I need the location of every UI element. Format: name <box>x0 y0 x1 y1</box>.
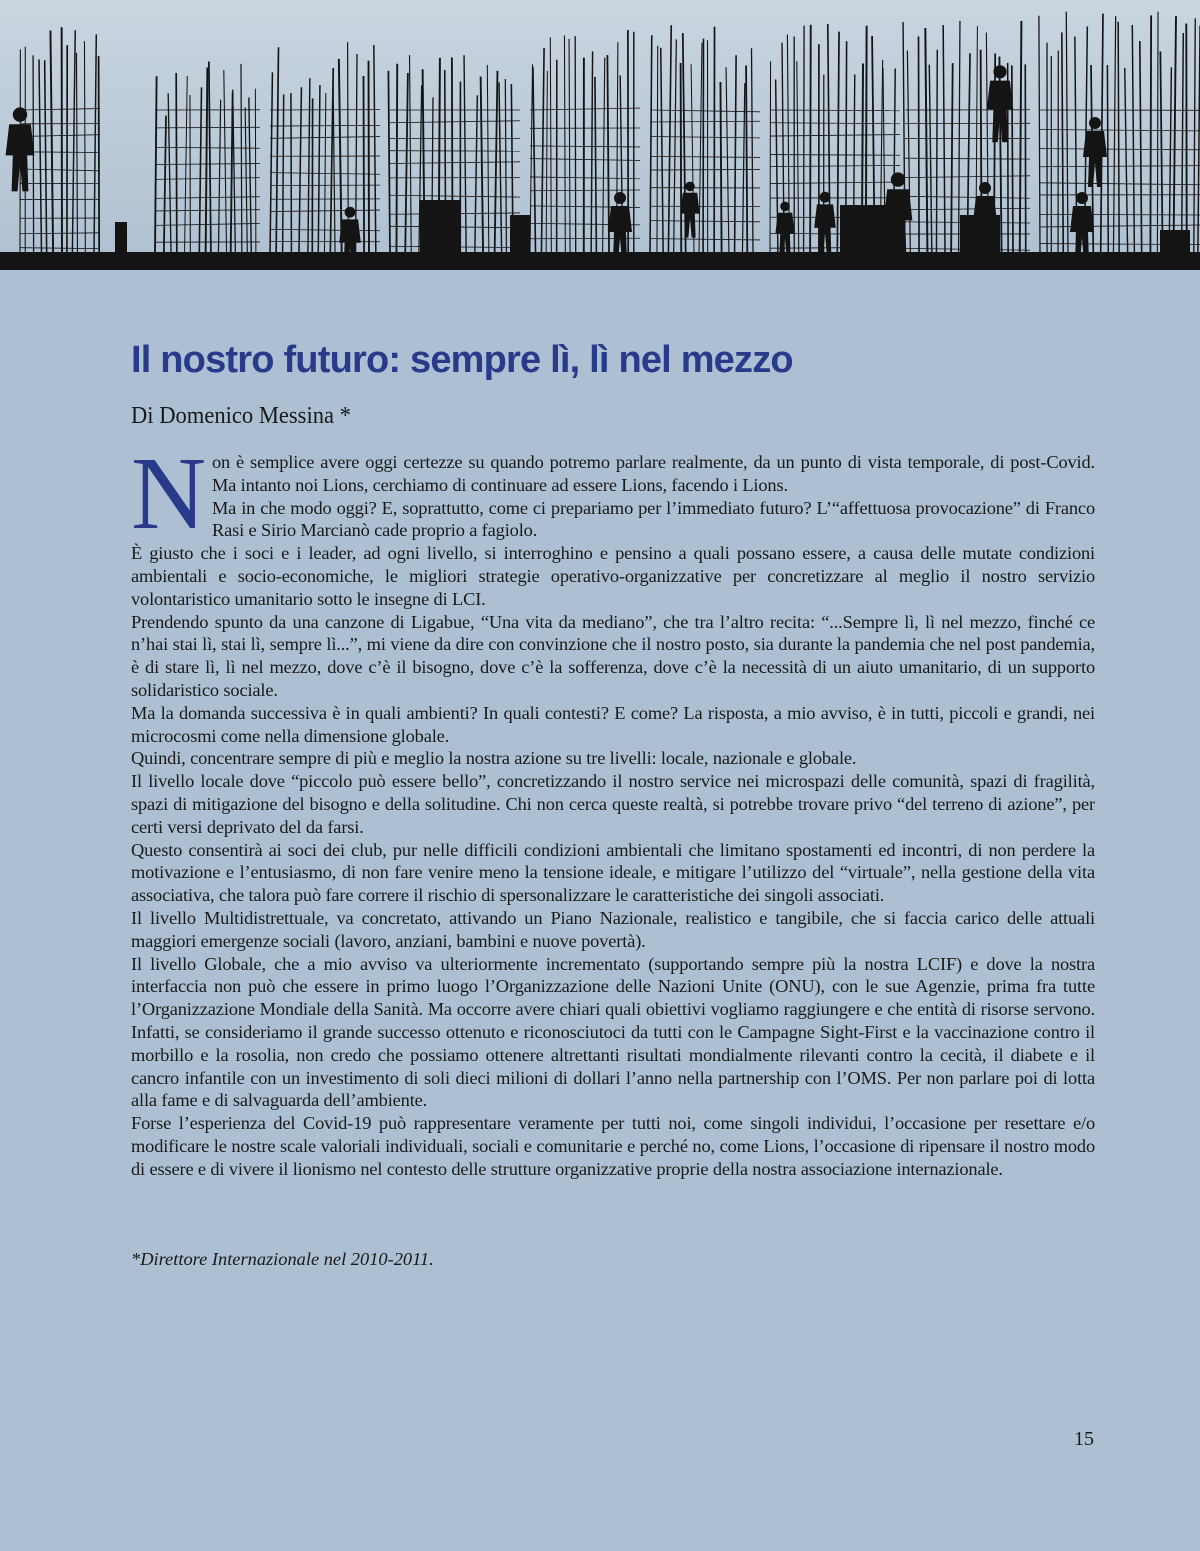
paragraph: Ma in che modo oggi? E, soprattutto, come ci prepariamo per l’immediato futuro? L’“affettuosa provocazione” di Franco Rasi e Sirio Marcianò cade proprio a fagiolo. <box>211 497 1095 541</box>
paragraph: Prendendo spunto da una canzone di Ligabue, “Una vita da mediano”, che tra l’altro recita: “...Sempre lì, lì nel mezzo, finché ce n’hai stai lì, stai lì, sempre lì...”, mi viene da dire con convinzione che il nostro posto, sia durante la pandemia che nel post pandemia, è di stare lì, lì nel mezzo, dove c’è il bisogno, dove c’è la sofferenza, dove c’è la necessità di un aiuto umanitario, di un supporto solidaristico sociale. <box>131 611 1095 700</box>
drop-cap: N <box>131 436 206 551</box>
paragraph: Il livello Globale, che a mio avviso va ulteriormente incrementato (supportando sempre più la nostra LCIF) e dove la nostra interfaccia non può che essere in primo luogo l’Organizzazione delle Nazioni Unite (ONU), con le sue Agenzie, prima fra tutte l’Organizzazione Mondiale della Sanità. Ma occorre avere chiari quali obiettivi vogliamo raggiungere e che entità di risorse servono. Infatti, se consideriamo il grande successo ottenuto e riconosciutoci da tutti con le Campagne Sight-First e la vaccinazione contro il morbillo e la rosolia, non credo che possiamo ottenere altrettanti risultati mondialmente rilevanti contro la cecità, il diabete e il cancro infantile con un investimento di soli dieci milioni di dollari l’anno nella partnership con l’OMS. Per non parlare poi di lotta alla fame e di salvaguarda dell’ambiente. <box>131 953 1095 1111</box>
paragraph: Ma la domanda successiva è in quali ambienti? In quali contesti? E come? La risposta, a mio avviso, è in tutti, piccoli e grandi, nei microcosmi come nella dimensione globale. <box>131 702 1095 746</box>
paragraph: È giusto che i soci e i leader, ad ogni livello, si interroghino e pensino a quali possano essere, a causa delle mutate condizioni ambientali e socio-economiche, le migliori strategie operativo-organizzative per concretizzare al meglio il nostro servizio volontaristico umanitario sotto le insegne di LCI. <box>131 543 1095 609</box>
page-number: 15 <box>1074 1428 1094 1450</box>
paragraph: Il livello Multidistrettuale, va concretato, attivando un Piano Nazionale, realistico e tangibile, che si faccia carico delle attuali maggiori emergenze sociali (lavoro, anziani, bambini e nuove povertà). <box>131 907 1095 951</box>
construction-silhouette-image <box>0 0 1200 270</box>
article-body <box>131 436 1095 1181</box>
article-title: Il nostro futuro: sempre lì, lì nel mezzo <box>131 339 793 381</box>
first-paragraph-text: on è semplice avere oggi certezze su quando potremo parlare realmente, da un punto di vista temporale, di post-Covid. Ma intanto noi Lions, cerchiamo di continuare ad essere Lions, facendo i Lions. <box>211 452 1095 495</box>
paragraph: Questo consentirà ai soci dei club, pur nelle difficili condizioni ambientali che limitano spostamenti ed incontri, di non perdere la motivazione e l’entusiasmo, di non fare venire meno la tensione ideale, e mitigare l’utilizzo del “virtuale”, nella gestione della vita associativa, che talora può fare correre il rischio di spersonalizzare le caratteristiche dei singoli associati. <box>131 839 1095 906</box>
header-image <box>0 0 1200 270</box>
article-byline: Di Domenico Messina * <box>131 403 351 429</box>
article-footnote: *Direttore Internazionale nel 2010-2011. <box>131 1249 434 1269</box>
paragraph: Quindi, concentrare sempre di più e meglio la nostra azione su tre livelli: locale, nazionale e globale. <box>131 748 857 769</box>
paragraph: Forse l’esperienza del Covid-19 può rappresentare veramente per tutti noi, come singoli individui, l’occasione per resettare e/o modificare le nostre scale valoriali individuali, sociali e comunitarie e perché no, come Lions, l’occasione di ripensare il nostro modo di essere e di vivere il lionismo nel contesto delle strutture organizzative proprie della nostra associazione internazionale. <box>131 1113 1095 1179</box>
paragraph: Il livello locale dove “piccolo può essere bello”, concretizzando il nostro service nei microspazi delle comunità, spazi di fragilità, spazi di mitigazione del bisogno e della solitudine. Chi non cerca queste realtà, si potrebbe trovare privo “del terreno di azione”, per certi versi deprivato del da farsi. <box>131 771 1095 837</box>
